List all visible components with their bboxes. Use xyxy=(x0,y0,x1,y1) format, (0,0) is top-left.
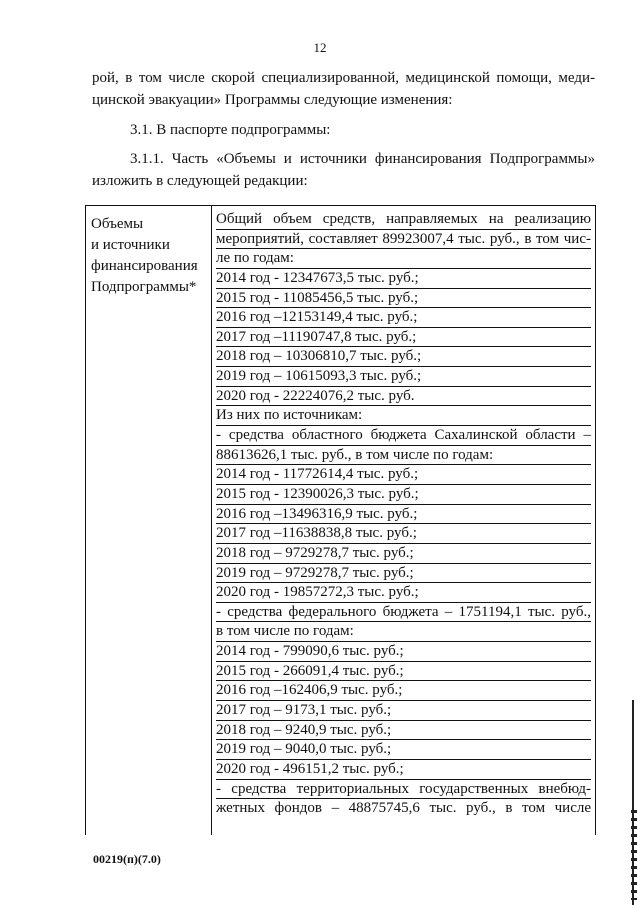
left-cell-line: Объемы xyxy=(91,216,144,232)
left-cell-line: и источники xyxy=(91,237,170,253)
page-number: 12 xyxy=(313,40,327,55)
financing-line: 2014 год - 12347673,5 тыс. руб.; xyxy=(216,269,591,289)
item-3-1-1-line-2: изложить в следующей редакции: xyxy=(92,173,308,189)
item-3-1-text: 3.1. В паспорте подпрограммы: xyxy=(130,122,331,138)
financing-line: 2020 год - 496151,2 тыс. руб.; xyxy=(216,760,591,780)
financing-table xyxy=(85,205,596,835)
financing-line: 2018 год – 10306810,7 тыс. руб.; xyxy=(216,347,591,367)
left-cell-line: Подпрограммы* xyxy=(91,279,197,295)
financing-line: 2020 год - 19857272,3 тыс. руб.; xyxy=(216,583,591,603)
financing-line: - средства территориальных государственных внебюд- xyxy=(216,780,591,800)
scan-edge-mark xyxy=(631,810,637,900)
financing-line: 2015 год - 11085456,5 тыс. руб.; xyxy=(216,289,591,309)
financing-line: 2020 год - 22224076,2 тыс. руб. xyxy=(216,387,591,407)
financing-line: Из них по источникам: xyxy=(216,406,591,426)
financing-line: 2017 год –11638838,8 тыс. руб.; xyxy=(216,524,591,544)
financing-line: 2016 год –12153149,4 тыс. руб.; xyxy=(216,308,591,328)
table-left-cell xyxy=(91,214,209,298)
column-divider xyxy=(211,206,212,835)
financing-line: 2016 год –162406,9 тыс. руб.; xyxy=(216,681,591,701)
financing-line: 2016 год –13496316,9 тыс. руб.; xyxy=(216,505,591,525)
financing-line: в том числе по годам: xyxy=(216,622,591,642)
financing-line: 2015 год - 12390026,3 тыс. руб.; xyxy=(216,485,591,505)
financing-line: 2018 год – 9240,9 тыс. руб.; xyxy=(216,721,591,741)
intro-line-1: рой, в том числе скорой специализированной, медицинской помощи, меди- xyxy=(92,70,595,86)
financing-line: 2017 год –11190747,8 тыс. руб.; xyxy=(216,328,591,348)
financing-line: 88613626,1 тыс. руб., в том числе по годам: xyxy=(216,446,591,466)
financing-line: мероприятий, составляет 89923007,4 тыс. руб., в том чис- xyxy=(216,230,591,250)
intro-line-2: цинской эвакуации» Программы следующие изменения: xyxy=(92,92,453,108)
financing-line: Общий объем средств, направляемых на реализацию xyxy=(216,210,591,230)
financing-line: 2017 год – 9173,1 тыс. руб.; xyxy=(216,701,591,721)
intro-paragraph xyxy=(92,67,595,111)
table-right-cell xyxy=(216,210,591,819)
financing-line: 2019 год – 10615093,3 тыс. руб.; xyxy=(216,367,591,387)
item-3-1-1-line-1: 3.1.1. Часть «Объемы и источники финансирования Подпрограммы» xyxy=(130,151,595,167)
financing-line: 2019 год – 9729278,7 тыс. руб.; xyxy=(216,564,591,584)
financing-line: 2018 год – 9729278,7 тыс. руб.; xyxy=(216,544,591,564)
item-3-1 xyxy=(92,119,595,141)
item-3-1-1 xyxy=(92,148,595,192)
financing-line: 2019 год – 9040,0 тыс. руб.; xyxy=(216,740,591,760)
financing-line: ле по годам: xyxy=(216,249,591,269)
financing-line: 2014 год - 799090,6 тыс. руб.; xyxy=(216,642,591,662)
document-code: 00219(п)(7.0) xyxy=(93,852,161,866)
left-cell-line: финансирования xyxy=(91,258,198,274)
financing-line: жетных фондов – 48875745,6 тыс. руб., в том числе xyxy=(216,800,591,817)
financing-line: 2015 год - 266091,4 тыс. руб.; xyxy=(216,662,591,682)
financing-line: - средства областного бюджета Сахалинской области – xyxy=(216,426,591,446)
financing-line: 2014 год - 11772614,4 тыс. руб.; xyxy=(216,465,591,485)
financing-line: - средства федерального бюджета – 1751194,1 тыс. руб., xyxy=(216,603,591,623)
